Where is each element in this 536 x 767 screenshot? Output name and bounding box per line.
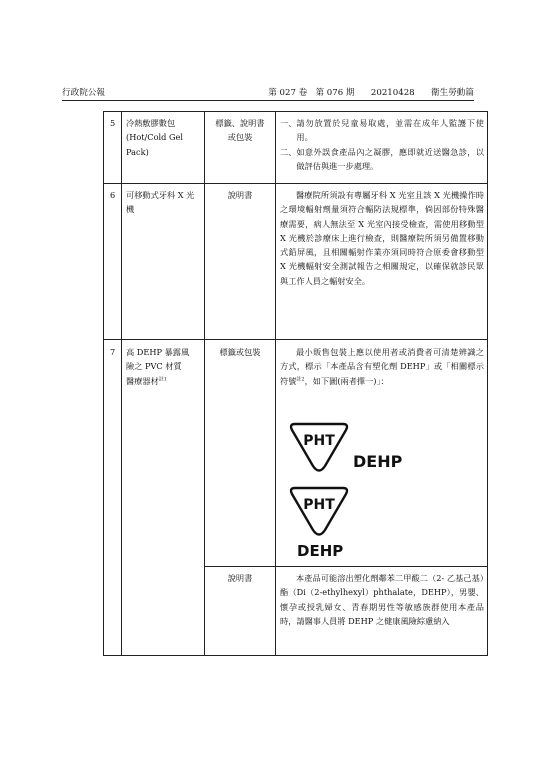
product-name-line: 險之 PVC 材質 [126, 361, 182, 372]
footnote-marker: 註1 [158, 375, 167, 382]
regulation-table [103, 111, 488, 656]
label-category: 說明書 [227, 190, 253, 200]
row-divider [204, 566, 487, 567]
list-item [280, 145, 484, 174]
list-marker: 一、 [280, 118, 297, 128]
requirement-text-part: 最小販售包裝上應以使用者或消費者可清楚辨識之方式，標示「本產品含有塑化劑 DEHP」或「相關標示符號 [280, 347, 484, 386]
publisher-name: 行政院公報 [62, 88, 105, 98]
product-name: 冷熱敷膠數包 (Hot/Cold Gel Pack) [126, 118, 183, 157]
row-number: 6 [110, 190, 116, 200]
dehp-symbol-vertical [289, 484, 359, 562]
list-item-text: 如意外誤食產品內之凝膠，應即就近送醫急診，以做評估與進一步處理。 [296, 146, 484, 171]
list-marker: 二、 [280, 146, 297, 157]
label-category: 說明書 [227, 573, 253, 583]
requirement-text [280, 345, 484, 388]
requirement-text [280, 116, 484, 173]
label-category: 標籤或包裝 [219, 347, 261, 357]
product-name-line: 高 DEHP 暴露風 [126, 347, 190, 357]
product-name: 可移動式牙科 X 光機 [126, 190, 195, 215]
requirement-text: 醫療院所須設有專屬牙科 X 光室且該 X 光機操作時之環境輻射劑量須符合輻防法規標準，倘因部份特殊醫療需要，病人無法至 X 光室內接受檢查，需使用移動型 X 光機於診療床上進行檢查，則醫療院所須另備置移動式鉛屏風，且相關輻射作業亦須同時符合原委會移動型 X 光機輻射安全測試報告之相關規定，以確保就診民眾與工作人員之輻射安全。 [280, 190, 484, 286]
page-header [62, 84, 474, 101]
label-category: 標籤、說明書 或包裝 [215, 118, 265, 143]
issue-info: 第 027 卷 第 076 期 20210428 衛生勞動篇 [268, 88, 474, 98]
dehp-symbol-horizontal [289, 420, 429, 478]
list-item [280, 116, 484, 145]
column-divider [204, 112, 205, 655]
dehp-symbol-label: PHT [303, 433, 335, 449]
row-number: 5 [110, 118, 116, 128]
product-name [126, 345, 202, 388]
row-number: 7 [110, 347, 116, 357]
product-name-line-with-note [126, 374, 202, 388]
requirement-text: 本產品可能溶出塑化劑鄰苯二甲酸二（2- 乙基己基）酯（Di（2-ethylhexyl）phthalate，DEHP），男嬰、懷孕或授乳婦女、青春期男性等敏感族群使用本產品時，請醫事人員將 DEHP 之健康風險綜慮納入 [280, 573, 484, 626]
dehp-symbol-suffix: DEHP [297, 542, 344, 560]
row-divider [104, 183, 487, 184]
column-divider [275, 112, 276, 655]
dehp-symbol-label: PHT [303, 497, 335, 513]
footnote-marker: 註2 [296, 375, 305, 382]
row-divider [104, 339, 487, 340]
dehp-symbol-suffix: DEHP [353, 452, 403, 471]
product-name-line: 醫療器材 [126, 375, 159, 386]
list-item-text: 請勿放置於兒童易取處，並需在成年人監護下使用。 [296, 118, 484, 143]
requirement-text-part: ，如下圖(兩者擇一)」： [304, 375, 389, 386]
